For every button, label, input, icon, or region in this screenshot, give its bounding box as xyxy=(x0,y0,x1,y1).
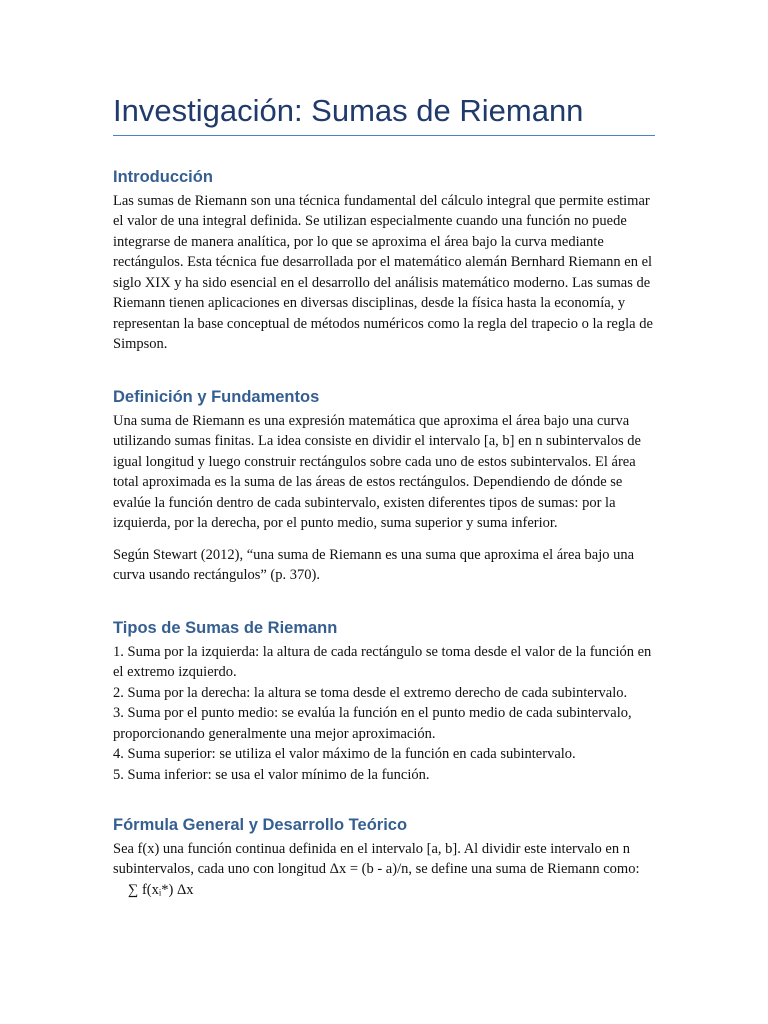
list-item: 2. Suma por la derecha: la altura se toma desde el extremo derecho de cada subintervalo. xyxy=(113,684,628,701)
citation-paragraph: Según Stewart (2012), “una suma de Riemann es una suma que aproxima el área bajo una curva usando rectángulos” (p. 370). xyxy=(113,546,635,584)
list-item: 1. Suma por la izquierda: la altura de cada rectángulo se toma desde el valor de la función en el extremo izquierdo. xyxy=(113,643,652,681)
formula-paragraph: Sea f(x) una función continua definida en el intervalo [a, b]. Al dividir este intervalo en n subintervalos, cada uno con longitud Δx = (b - a)/n, se define una suma de Riemann como: xyxy=(113,840,640,878)
riemann-sum-expression: ∑ f(xᵢ*) Δx xyxy=(128,881,194,898)
section-heading-definicion: Definición y Fundamentos xyxy=(113,387,320,406)
section-heading-tipos: Tipos de Sumas de Riemann xyxy=(113,618,338,637)
list-item: 5. Suma inferior: se usa el valor mínimo de la función. xyxy=(113,766,430,783)
section-heading-formula: Fórmula General y Desarrollo Teórico xyxy=(113,816,408,835)
section-heading-introduccion: Introducción xyxy=(113,168,213,187)
tipos-list xyxy=(113,642,655,786)
list-item: 4. Suma superior: se utiliza el valor máximo de la función en cada subintervalo. xyxy=(113,746,576,763)
page-title: Investigación: Sumas de Riemann xyxy=(113,92,655,136)
intro-paragraph: Las sumas de Riemann son una técnica fundamental del cálculo integral que permite estimar el valor de una integral definida. Se utilizan especialmente cuando una función no puede integrarse de manera analítica, por lo que se aproxima el área bajo la curva mediante rectángulos. Esta técnica fue desarrollada por el matemático alemán Bernhard Riemann en el siglo XIX y ha sido esencial en el desarrollo del análisis matemático moderno. Las sumas de Riemann tienen aplicaciones en diversas disciplinas, desde la física hasta la economía, y representan la base conceptual de métodos numéricos como la regla del trapecio o la regla de Simpson. xyxy=(113,192,653,353)
document-page xyxy=(113,92,655,900)
list-item: 3. Suma por el punto medio: se evalúa la función en el punto medio de cada subintervalo, proporcionando generalmente una mejor aproximación. xyxy=(113,705,632,742)
definition-paragraph: Una suma de Riemann es una expresión matemática que aproxima el área bajo una curva utilizando sumas finitas. La idea consiste en dividir el intervalo [a, b] en n subintervalos de igual longitud y luego construir rectángulos sobre cada uno de estos subintervalos. El área total aproximada es la suma de las áreas de estos rectángulos. Dependiendo de dónde se evalúe la función dentro de cada subintervalo, existen diferentes tipos de sumas: por la izquierda, por la derecha, por el punto medio, suma superior y suma inferior. xyxy=(113,412,641,532)
